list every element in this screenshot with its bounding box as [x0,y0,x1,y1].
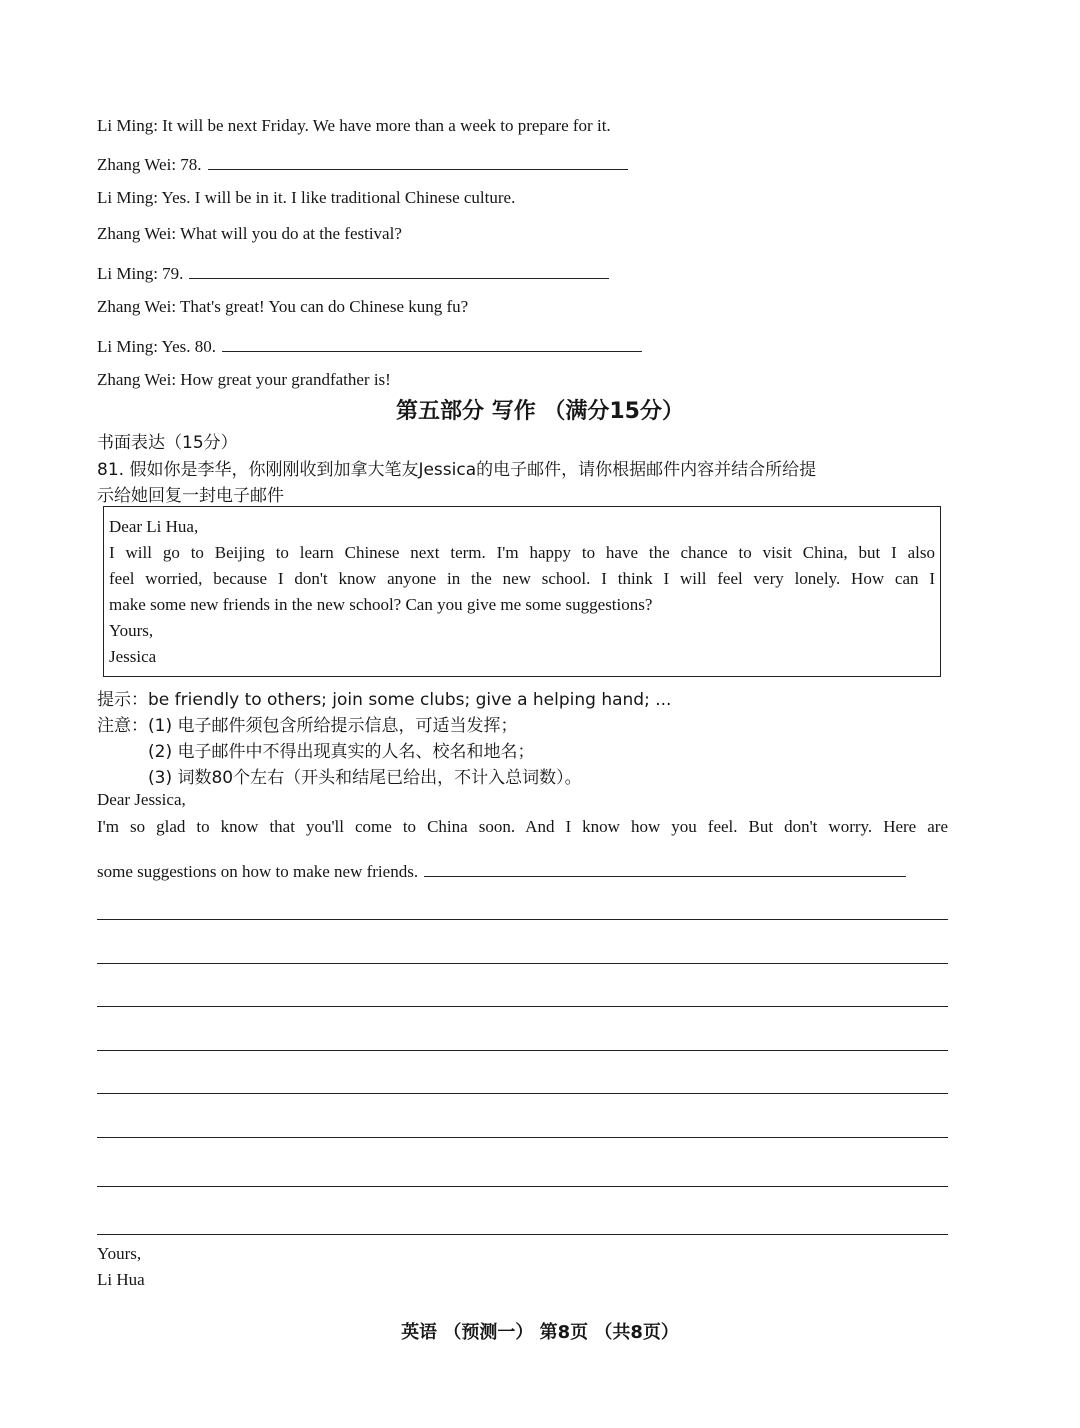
email-closing: Yours, [109,621,154,640]
answer-blank-80[interactable] [222,333,642,352]
section-subtitle: 书面表达（15分） [97,433,238,453]
answer-blank-78[interactable] [208,151,628,170]
email-line-3: make some new friends in the new school? Can you give me some suggestions? [109,595,653,614]
note-3: (3) 词数80个左右（开头和结尾已给出，不计入总词数）。 [148,768,582,788]
dialogue-text: Li Ming: Yes. 80. [97,337,217,356]
writing-line[interactable] [97,963,948,964]
dialogue-text: Li Ming: 79. [97,264,184,283]
question-text-line-1: 81. 假如你是李华，你刚刚收到加拿大笔友Jessica的电子邮件，请你根据邮件内容并结合所给提 [97,460,817,480]
dialogue-line-3: Li Ming: Yes. I will be in it. I like traditional Chinese culture. [97,188,516,207]
email-line-2: feel worried, because I don't know anyone in the new school. I think I will feel very lonely. How can I [109,569,935,588]
email-sender: Jessica [109,647,157,666]
writing-line[interactable] [97,1186,948,1187]
answer-text: some suggestions on how to make new friends. [97,862,419,881]
answer-line-2 [97,858,906,882]
writing-line[interactable] [97,1006,948,1007]
answer-blank-79[interactable] [189,260,609,279]
writing-line[interactable] [97,1050,948,1051]
question-text-line-2: 示给她回复一封电子邮件 [97,486,284,506]
section-title: 第五部分 写作 （满分15分） [396,399,684,424]
email-line-1: I will go to Beijing to learn Chinese next term. I'm happy to have the chance to visit China, but I also [109,543,935,562]
dialogue-line-78 [97,151,628,175]
answer-line-1: I'm so glad to know that you'll come to China soon. And I know how you feel. But don't worry. Here are [97,817,948,836]
page-footer: 英语 （预测一） 第8页 （共8页） [401,1322,679,1343]
note-1: 注意：(1) 电子邮件须包含所给提示信息，可适当发挥； [97,716,518,736]
writing-line[interactable] [97,1093,948,1094]
dialogue-line-6: Zhang Wei: That's great! You can do Chinese kung fu? [97,297,469,316]
writing-line[interactable] [97,1137,948,1138]
writing-line[interactable] [97,919,948,920]
note-2: (2) 电子邮件中不得出现真实的人名、校名和地名； [148,742,535,762]
email-box [103,506,941,677]
dialogue-line-80 [97,333,642,357]
writing-line[interactable] [97,1234,948,1235]
dialogue-line-4: Zhang Wei: What will you do at the festival? [97,224,402,243]
email-greeting: Dear Li Hua, [109,517,199,536]
hint-text: 提示：be friendly to others; join some clubs; give a helping hand; ... [97,690,672,710]
dialogue-line-79 [97,260,609,284]
answer-closing: Yours, [97,1244,142,1263]
answer-greeting: Dear Jessica, [97,790,186,809]
dialogue-text: Zhang Wei: 78. [97,155,202,174]
writing-blank[interactable] [424,858,906,877]
dialogue-line-1: Li Ming: It will be next Friday. We have more than a week to prepare for it. [97,116,611,135]
answer-sender: Li Hua [97,1270,145,1289]
dialogue-line-8: Zhang Wei: How great your grandfather is! [97,370,391,389]
